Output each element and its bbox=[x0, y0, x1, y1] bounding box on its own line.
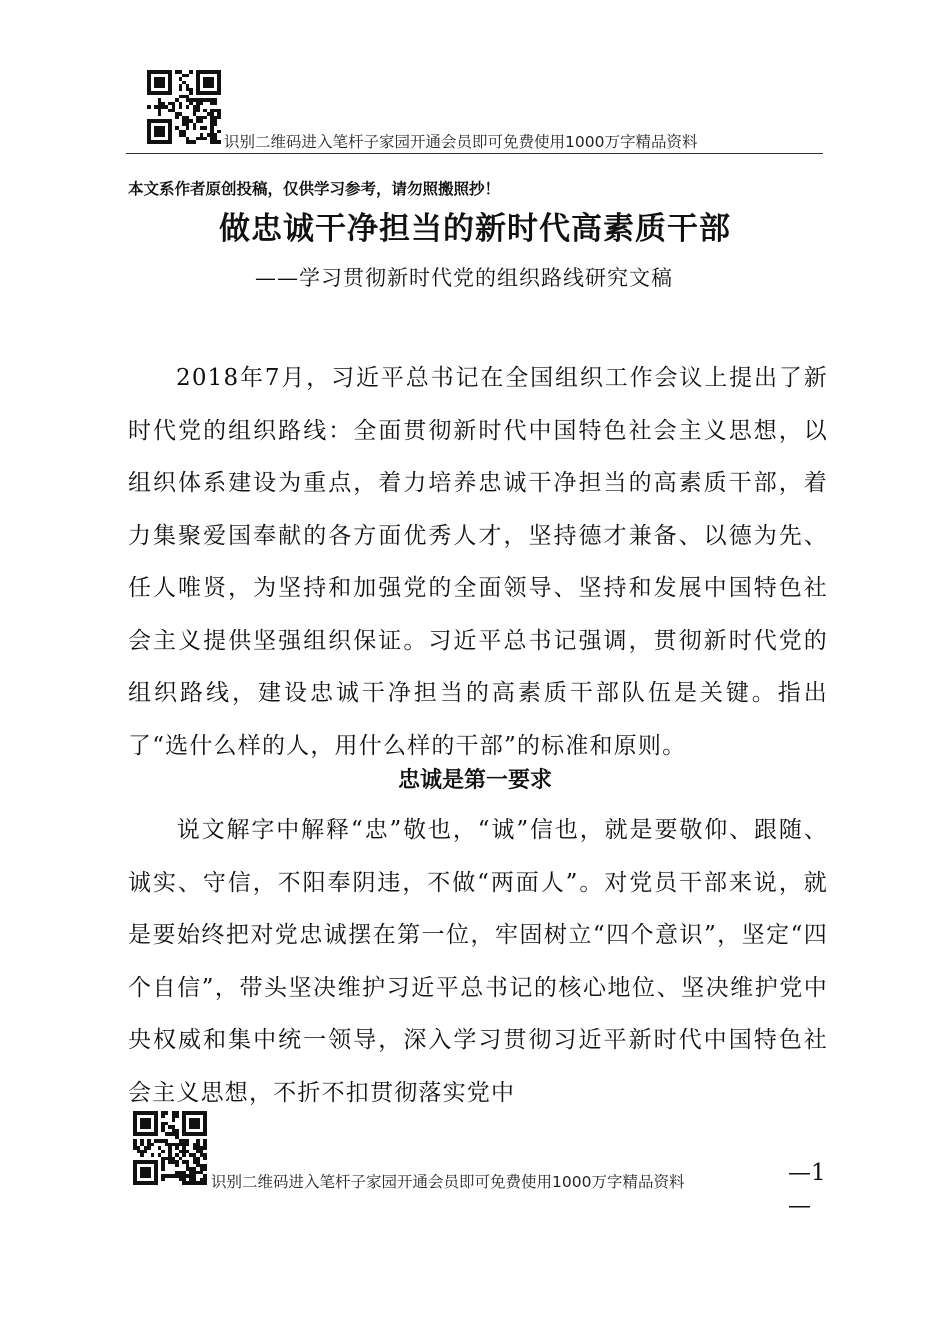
document-subtitle: ——学习贯彻新时代党的组织路线研究文稿 bbox=[255, 266, 673, 290]
header-promo-text: 识别二维码进入笔杆子家园开通会员即可免费使用1000万字精品资料 bbox=[224, 133, 698, 151]
paragraph-2-text: 说文解字中解释“忠”敬也，“诚”信也，就是要敬仰、跟随、诚实、守信，不阳奉阴违，不做“两面人”。对党员干部来说，就是要始终把对党忠诚摆在第一位，牢固树立“四个意识”，坚定“四个自信”，带头坚决维护习近平总书记的核心地位、坚决维护党中央权威和集中统一领导，深入学习贯彻习近平新时代中国特色社会主义思想，不折不扣贯彻落实党中 bbox=[128, 817, 828, 1106]
footer-promo-text: 识别二维码进入笔杆子家园开通会员即可免费使用1000万字精品资料 bbox=[211, 1173, 685, 1191]
page-number-tail: — bbox=[788, 1193, 811, 1219]
qr-code-top bbox=[147, 70, 221, 144]
section-heading: 忠诚是第一要求 bbox=[397, 768, 552, 793]
copyright-notice: 本文系作者原创投稿，仅供学习参考，请勿照搬照抄！ bbox=[128, 179, 501, 198]
body-paragraph-2 bbox=[128, 804, 828, 1119]
header-divider bbox=[126, 153, 823, 154]
document-title: 做忠诚干净担当的新时代高素质干部 bbox=[219, 211, 731, 247]
body-paragraph-1 bbox=[128, 352, 828, 772]
paragraph-1-text: 2018年7月，习近平总书记在全国组织工作会议上提出了新时代党的组织路线：全面贯彻新时代中国特色社会主义思想，以组织体系建设为重点，着力培养忠诚干净担当的高素质干部，着力集聚爱国奉献的各方面优秀人才，坚持德才兼备、以德为先、任人唯贤，为坚持和加强党的全面领导、坚持和发展中国特色社会主义提供坚强组织保证。习近平总书记强调，贯彻新时代党的组织路线，建设忠诚干净担当的高素质干部队伍是关键。指出了“选什么样的人，用什么样的干部”的标准和原则。 bbox=[128, 365, 828, 759]
page-number: —1 bbox=[788, 1160, 826, 1186]
qr-code-bottom bbox=[133, 1111, 207, 1185]
